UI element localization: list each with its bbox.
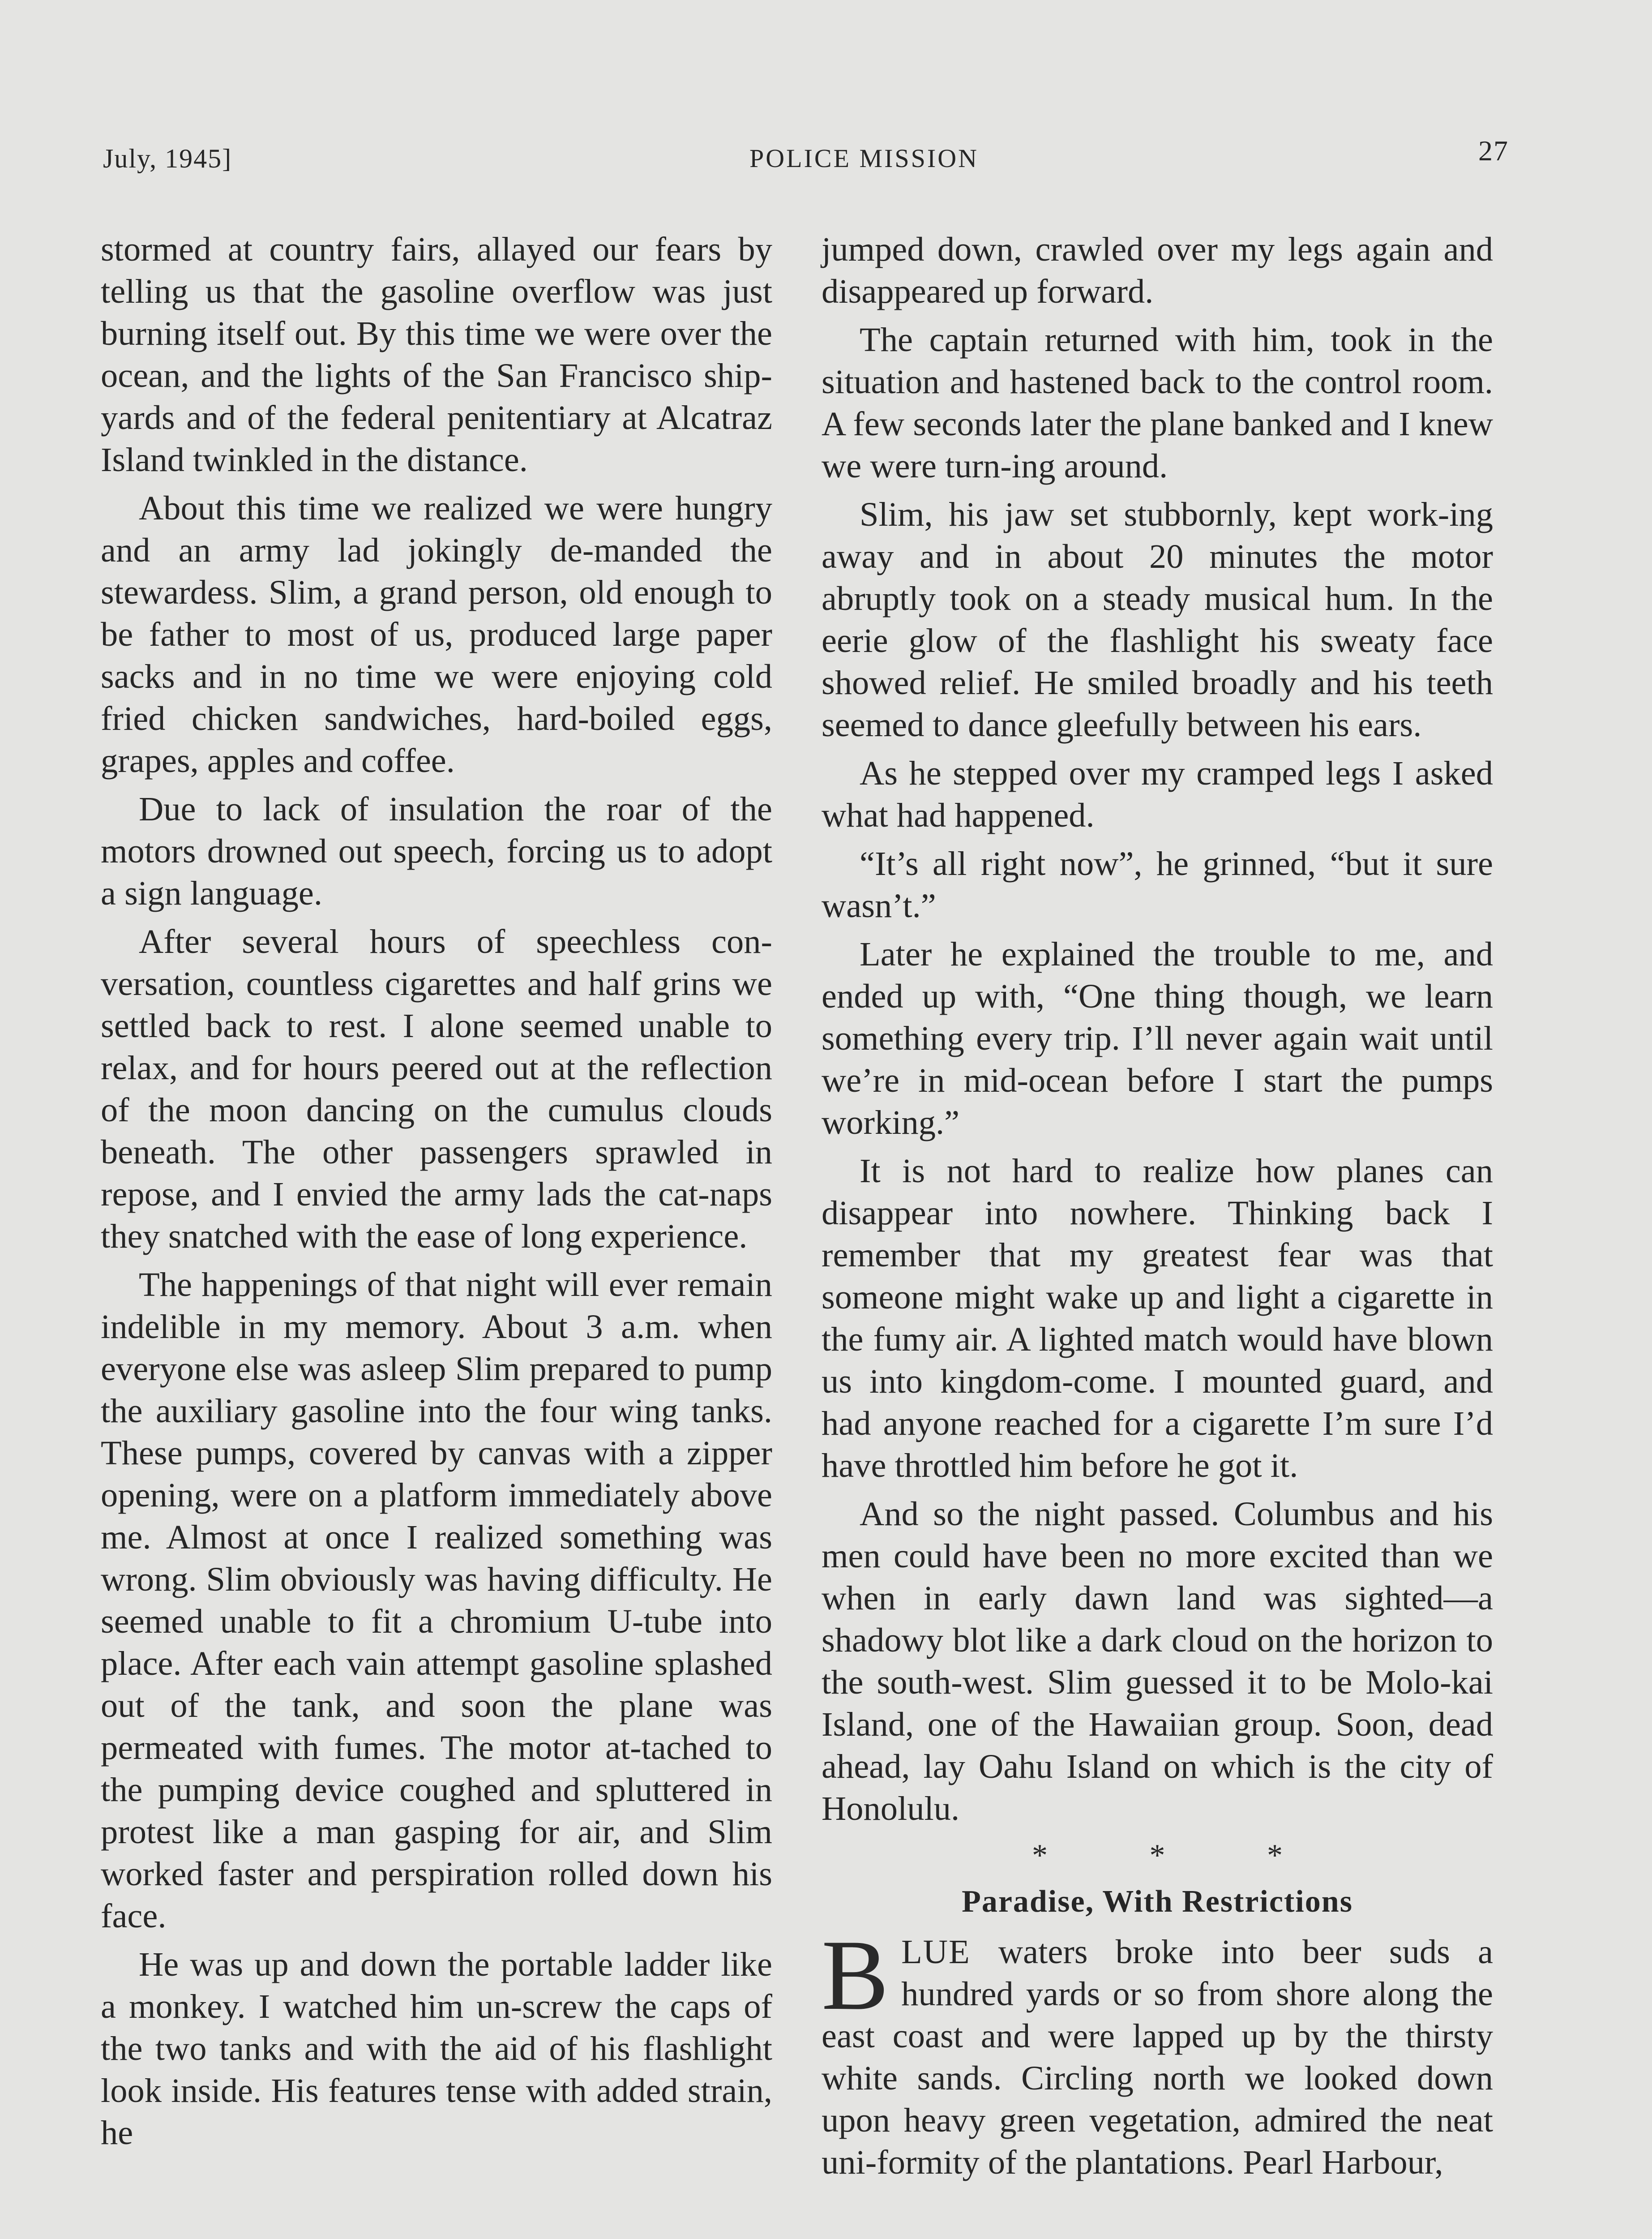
paragraph: About this time we realized we were hungry and an army lad jokingly de-manded the stewardess. Slim, a grand person, old enough to be father to most of us, produced large paper sacks and in no time we were enjoying cold fried chicken sandwiches, hard-boiled eggs, grapes, apples and coffee.	[101, 489, 772, 780]
paragraph: It is not hard to realize how planes can disappear into nowhere. Thinking back I remember that my greatest fear was that someone might wake up and light a cigarette in the fumy air. A lighted match would have blown us into kingdom-come. I mounted guard, and had anyone reached for a cigarette I’m sure I’d have throttled him before he got it.	[822, 1152, 1493, 1484]
small-caps-lead: LUE	[901, 1933, 971, 1971]
page-number: 27	[1478, 135, 1509, 167]
paragraph: Later he explained the trouble to me, and ended up with, “One thing though, we learn something every trip. I’ll never again wait until we’re in mid-ocean before I start the pumps working.”	[822, 935, 1493, 1141]
paragraph: As he stepped over my cramped legs I asked what had happened.	[822, 754, 1493, 834]
section-separator: * * *	[1032, 1838, 1283, 1873]
paragraph: Due to lack of insulation the roar of the motors drowned out speech, forcing us to adopt a sign language.	[101, 790, 772, 912]
publication-title: POLICE MISSION	[749, 144, 979, 173]
paragraph: Slim, his jaw set stubbornly, kept work-ing away and in about 20 minutes the motor abruptly took on a steady musical hum. In the eerie glow of the flashlight his sweaty face showed relief. He smiled broadly and his teeth seemed to dance gleefully between his ears.	[822, 495, 1493, 744]
paragraph: jumped down, crawled over my legs again and disappeared up forward.	[822, 230, 1493, 310]
drop-cap-letter: B	[822, 1919, 889, 2031]
paragraph: “It’s all right now”, he grinned, “but it sure wasn’t.”	[822, 845, 1493, 925]
section-subheading: Paradise, With Restrictions	[962, 1884, 1353, 1919]
paragraph: After several hours of speechless con-versation, countless cigarettes and half grins we settled back to rest. I alone seemed unable to relax, and for hours peered out at the reflection of the moon dancing on the cumulus clouds beneath. The other passengers sprawled in repose, and I envied the army lads the cat-naps they snatched with the ease of long experience.	[101, 922, 772, 1255]
paragraph: The happenings of that night will ever remain indelible in my memory. About 3 a.m. when everyone else was asleep Slim prepared to pump the auxiliary gasoline into the four wing tanks. These pumps, covered by canvas with a zipper opening, were on a platform immediately above me. Almost at once I realized something was wrong. Slim obviously was having difficulty. He seemed unable to fit a chromium U-tube into place. After each vain attempt gasoline splashed out of the tank, and soon the plane was permeated with fumes. The motor at-tached to the pumping device coughed and spluttered in protest like a man gasping for air, and Slim worked faster and perspiration rolled down his face.	[101, 1265, 772, 1935]
running-head	[103, 134, 1509, 188]
paragraph: The captain returned with him, took in the situation and hastened back to the control room. A few seconds later the plane banked and I knew we were turn-ing around.	[822, 321, 1493, 485]
paragraph: stormed at country fairs, allayed our fears by telling us that the gasoline overflow was just burning itself out. By this time we were over the ocean, and the lights of the San Francisco ship-yards and of the federal penitentiary at Alcatraz Island twinkled in the distance.	[101, 230, 772, 479]
paragraph: And so the night passed. Columbus and his men could have been no more excited than we when in early dawn land was sighted—a shadowy blot like a dark cloud on the horizon to the south-west. Slim guessed it to be Molo-kai Island, one of the Hawaiian group. Soon, dead ahead, lay Oahu Island on which is the city of Honolulu.	[822, 1495, 1493, 1827]
right-column	[822, 228, 1493, 2190]
left-column	[101, 228, 772, 2160]
issue-date: July, 1945]	[103, 144, 232, 173]
paragraph: He was up and down the portable ladder like a monkey. I watched him un-screw the caps of the two tanks and with the aid of his flashlight look inside. His features tense with added strain, he	[101, 1945, 772, 2152]
paragraph-text: waters broke into beer suds a hundred yards or so from shore along the east coast and were lapped up by the thirsty white sands. Circling north we looked down upon heavy green vegetation, admired the neat uni-formity of the plantations. Pearl Harbour,	[822, 1933, 1493, 2181]
dropcap-paragraph	[822, 1919, 1493, 2183]
